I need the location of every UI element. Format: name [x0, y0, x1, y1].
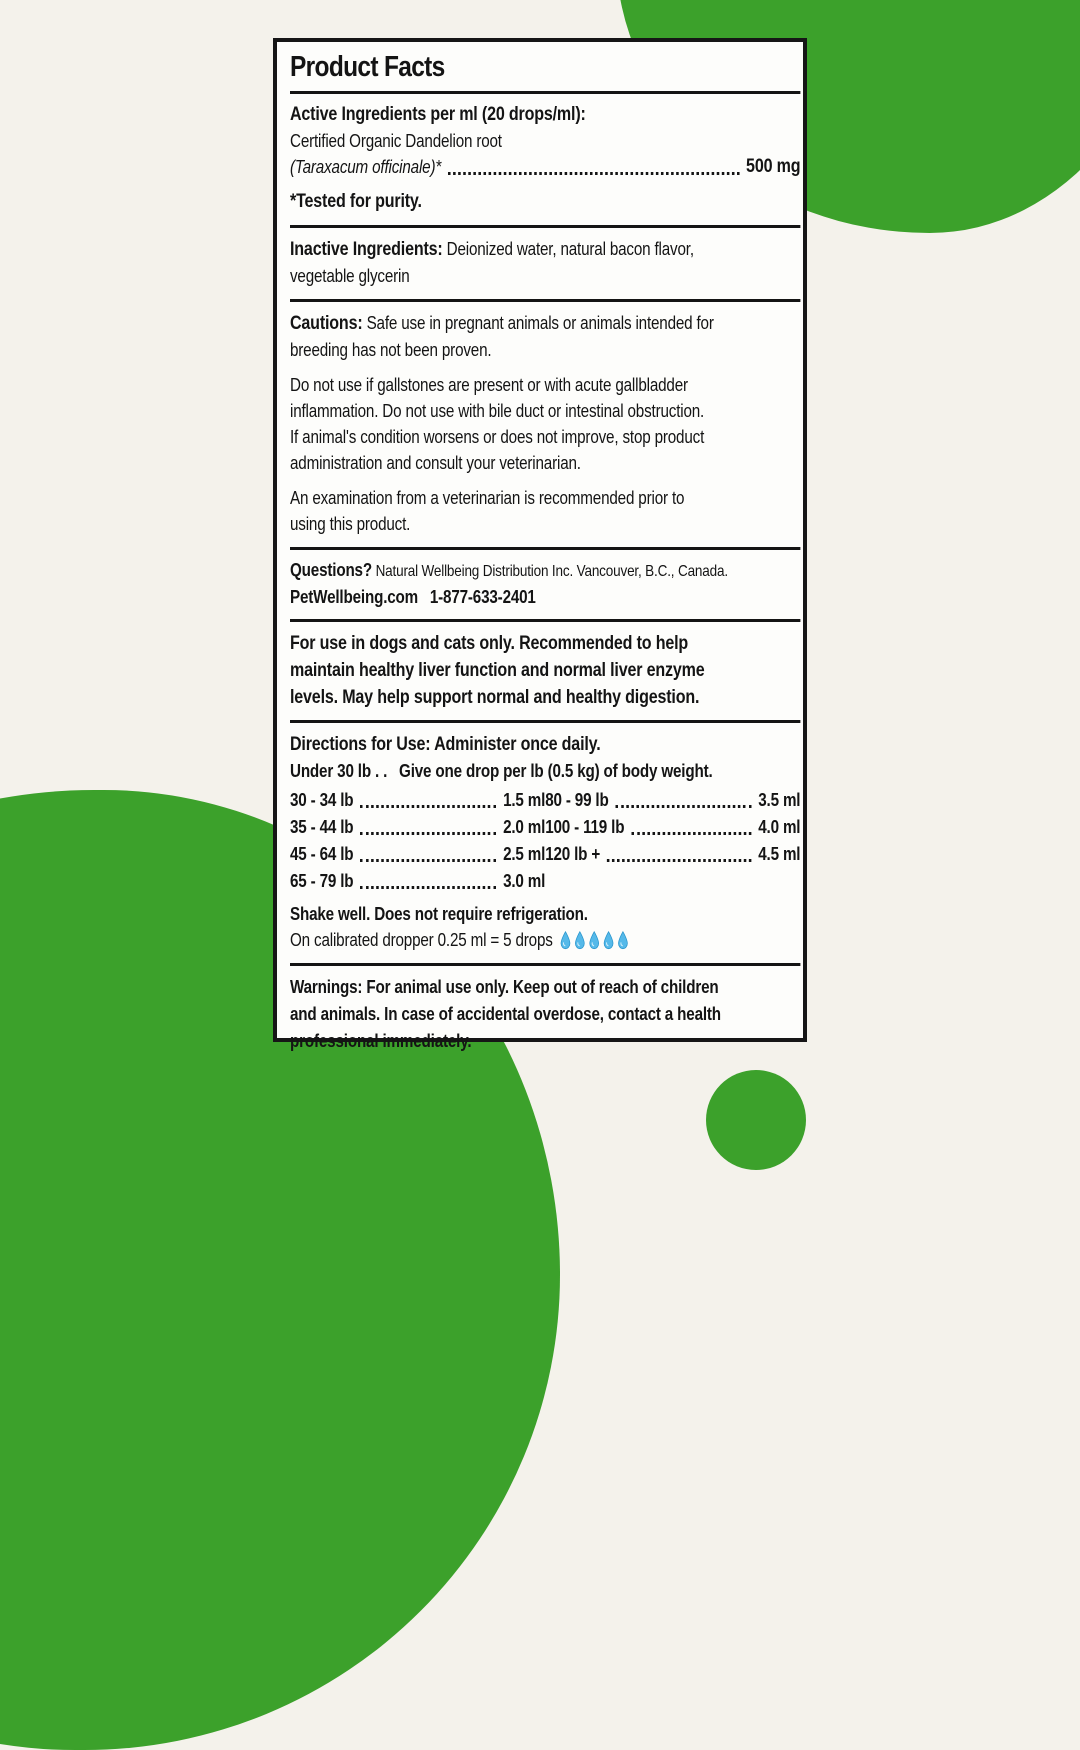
- divider: [290, 91, 800, 94]
- cautions-p3-line-1: An examination from a veterinarian is recommended prior to: [290, 488, 685, 508]
- active-ingredients-heading: Active Ingredients per ml (20 drops/ml):: [290, 104, 586, 125]
- dot-leader: [448, 172, 739, 175]
- active-ingredient-amount-row: [290, 154, 800, 180]
- dosage-row: [545, 841, 800, 868]
- dose-value: 2.5 ml: [503, 844, 546, 864]
- latin-name: (Taraxacum officinale)*: [290, 157, 442, 177]
- panel-content: [290, 48, 800, 1055]
- dot-leader: [607, 859, 752, 862]
- website: PetWellbeing.com: [290, 587, 419, 607]
- questions-label: Questions?: [290, 560, 372, 580]
- divider: [290, 619, 800, 622]
- cautions-paragraph-3: [290, 485, 800, 537]
- divider: [290, 547, 800, 550]
- ingredient-amount: 500 mg: [746, 156, 801, 177]
- cautions-p2-line-1: Do not use if gallstones are present or with acute gallbladder: [290, 375, 688, 395]
- dose-value: 3.0 ml: [503, 871, 546, 891]
- dot-leader: [360, 886, 496, 889]
- dosage-column-left: [290, 787, 545, 895]
- questions-text: Natural Wellbeing Distribution Inc. Vancouver, B.C., Canada.: [375, 563, 728, 580]
- warnings-section: [290, 974, 800, 1055]
- warnings-label: Warnings:: [290, 977, 363, 997]
- directions-under-30-label: Under 30 lb . .: [290, 761, 388, 781]
- warnings-line-1: For animal use only. Keep out of reach of children: [366, 977, 719, 997]
- shake-well-note: Shake well. Does not require refrigeration.: [290, 904, 588, 924]
- dosage-row: [545, 814, 800, 841]
- usage-claim: [290, 630, 800, 711]
- dose-value: 3.5 ml: [758, 790, 801, 810]
- panel-title: Product Facts: [290, 51, 445, 83]
- dosage-row: [290, 787, 545, 814]
- cautions-line-1: Safe use in pregnant animals or animals intended for: [366, 313, 714, 333]
- weight-range: 45 - 64 lb: [290, 844, 354, 864]
- dot-leader: [360, 805, 496, 808]
- green-blob-bottom-small: [706, 1070, 806, 1170]
- inactive-ingredients-text-2: vegetable glycerin: [290, 266, 410, 286]
- purity-note: *Tested for purity.: [290, 191, 422, 212]
- cautions-section: [290, 310, 800, 537]
- water-drop-icon: [574, 931, 586, 950]
- cautions-paragraph-2: [290, 372, 800, 476]
- dose-value: 2.0 ml: [503, 817, 546, 837]
- dosage-row: [290, 814, 545, 841]
- water-drop-icon: [617, 931, 629, 950]
- divider: [290, 720, 800, 723]
- weight-range: 80 - 99 lb: [545, 790, 609, 810]
- usage-line-3: levels. May help support normal and healthy digestion.: [290, 687, 700, 708]
- dropper-note: On calibrated dropper 0.25 ml = 5 drops: [290, 930, 553, 950]
- usage-line-2: maintain healthy liver function and normal liver enzyme: [290, 660, 705, 681]
- phone-number: 1-877-633-2401: [429, 587, 536, 607]
- dose-value: 1.5 ml: [503, 790, 546, 810]
- weight-range: 100 - 119 lb: [545, 817, 625, 837]
- dosage-row: [290, 841, 545, 868]
- weight-range: 120 lb +: [545, 844, 601, 864]
- water-drops-row: [559, 931, 628, 950]
- weight-range: 35 - 44 lb: [290, 817, 354, 837]
- dosage-table: [290, 787, 800, 895]
- dropper-note-row: [290, 927, 800, 953]
- directions-under-30-text: Give one drop per lb (0.5 kg) of body weight.: [399, 761, 713, 781]
- dot-leader: [360, 832, 496, 835]
- dose-value: 4.5 ml: [758, 844, 801, 864]
- water-drop-icon: [559, 931, 571, 950]
- divider: [290, 299, 800, 302]
- divider: [290, 225, 800, 228]
- dosage-column-right: [545, 787, 800, 895]
- dosage-row: [290, 868, 545, 895]
- directions-heading: Directions for Use: Administer once daily.: [290, 734, 601, 755]
- product-facts-panel: [273, 38, 807, 1051]
- dosage-row: [545, 787, 800, 814]
- cautions-label: Cautions:: [290, 313, 363, 334]
- dot-leader: [360, 859, 496, 862]
- water-drop-icon: [588, 931, 600, 950]
- weight-range: 65 - 79 lb: [290, 871, 354, 891]
- cautions-p2-line-2: inflammation. Do not use with bile duct or intestinal obstruction.: [290, 401, 705, 421]
- inactive-ingredients: [290, 236, 800, 289]
- cautions-p2-line-4: administration and consult your veterinarian.: [290, 453, 581, 473]
- warnings-line-3: professional immediately.: [290, 1031, 472, 1051]
- cautions-line-2: breeding has not been proven.: [290, 340, 492, 360]
- water-drop-icon: [603, 931, 615, 950]
- inactive-ingredients-label: Inactive Ingredients:: [290, 239, 443, 260]
- dot-leader: [615, 805, 751, 808]
- active-ingredient-name: Certified Organic Dandelion root: [290, 131, 502, 151]
- questions-section: [290, 558, 800, 610]
- weight-range: 30 - 34 lb: [290, 790, 354, 810]
- dot-leader: [631, 832, 751, 835]
- cautions-p3-line-2: using this product.: [290, 514, 411, 534]
- dose-value: 4.0 ml: [758, 817, 801, 837]
- divider: [290, 963, 800, 966]
- inactive-ingredients-text: Deionized water, natural bacon flavor,: [446, 239, 694, 259]
- usage-line-1: For use in dogs and cats only. Recommended to help: [290, 633, 689, 654]
- warnings-line-2: and animals. In case of accidental overdose, contact a health: [290, 1004, 721, 1024]
- cautions-p2-line-3: If animal's condition worsens or does not improve, stop product: [290, 427, 705, 447]
- directions-section: [290, 731, 800, 953]
